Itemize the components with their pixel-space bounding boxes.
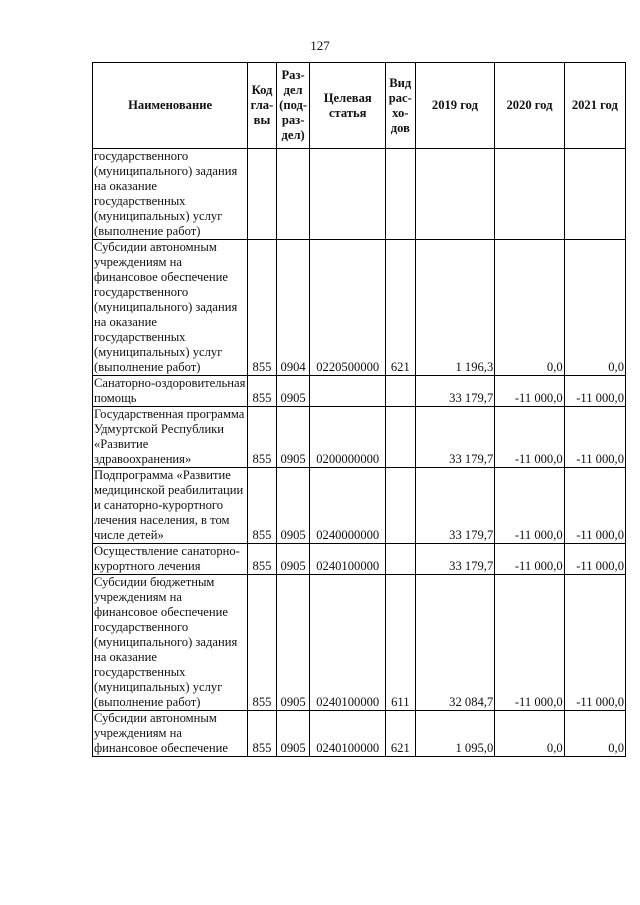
cell-expense-type xyxy=(386,544,416,575)
cell-2019: 32 084,7 xyxy=(415,575,495,711)
page-number: 127 xyxy=(310,38,330,53)
cell-section xyxy=(276,149,310,240)
cell-expense-type: 621 xyxy=(386,240,416,376)
cell-name: государственного (муниципального) задания на оказание государственных (муниципальных) услуг (выполнение работ) xyxy=(93,149,248,240)
cell-chapter-code: 855 xyxy=(248,711,277,757)
cell-expense-type: 611 xyxy=(386,575,416,711)
table-row xyxy=(93,468,626,544)
cell-name: Осуществление санаторно-курортного лечения xyxy=(93,544,248,575)
cell-2020 xyxy=(495,149,564,240)
cell-target-article: 0240100000 xyxy=(310,711,386,757)
cell-2021: -11 000,0 xyxy=(564,376,625,407)
cell-target-article xyxy=(310,376,386,407)
cell-2020: -11 000,0 xyxy=(495,407,564,468)
cell-name: Субсидии автономным учреждениям на финансовое обеспечение государственного (муниципального) задания на оказание государственных (муниципальных) услуг (выполнение работ) xyxy=(93,240,248,376)
cell-name: Субсидии бюджетным учреждениям на финансовое обеспечение государственного (муниципального) задания на оказание государственных (муниципальных) услуг (выполнение работ) xyxy=(93,575,248,711)
cell-target-article xyxy=(310,149,386,240)
header-row xyxy=(93,63,626,149)
cell-target-article: 0220500000 xyxy=(310,240,386,376)
header-target-article: Целевая статья xyxy=(310,63,386,149)
table-row xyxy=(93,240,626,376)
cell-chapter-code: 855 xyxy=(248,544,277,575)
cell-section: 0905 xyxy=(276,407,310,468)
table-row xyxy=(93,149,626,240)
cell-name: Субсидии автономным учреждениям на финансовое обеспечение xyxy=(93,711,248,757)
cell-2020: -11 000,0 xyxy=(495,468,564,544)
header-expense-type: Вид рас- хо- дов xyxy=(386,63,416,149)
header-2020: 2020 год xyxy=(495,63,564,149)
cell-expense-type xyxy=(386,468,416,544)
header-name: Наименование xyxy=(93,63,248,149)
cell-target-article: 0240100000 xyxy=(310,544,386,575)
cell-2019: 33 179,7 xyxy=(415,544,495,575)
cell-name: Государственная программа Удмуртской Республики «Развитие здравоохранения» xyxy=(93,407,248,468)
cell-expense-type xyxy=(386,149,416,240)
cell-chapter-code: 855 xyxy=(248,376,277,407)
cell-expense-type xyxy=(386,376,416,407)
table-body xyxy=(93,149,626,757)
cell-2020: -11 000,0 xyxy=(495,544,564,575)
table-row xyxy=(93,544,626,575)
cell-chapter-code: 855 xyxy=(248,240,277,376)
cell-2020: -11 000,0 xyxy=(495,376,564,407)
cell-2021: 0,0 xyxy=(564,240,625,376)
cell-section: 0905 xyxy=(276,544,310,575)
header-chapter-code: Код гла- вы xyxy=(248,63,277,149)
cell-chapter-code xyxy=(248,149,277,240)
cell-target-article: 0200000000 xyxy=(310,407,386,468)
table-row xyxy=(93,376,626,407)
cell-2021: -11 000,0 xyxy=(564,468,625,544)
cell-chapter-code: 855 xyxy=(248,575,277,711)
cell-2019: 1 196,3 xyxy=(415,240,495,376)
cell-expense-type xyxy=(386,407,416,468)
cell-2021: -11 000,0 xyxy=(564,575,625,711)
cell-2019: 33 179,7 xyxy=(415,376,495,407)
cell-name: Подпрограмма «Развитие медицинской реабилитации и санаторно-курортного лечения населения, в том числе детей» xyxy=(93,468,248,544)
cell-2021: 0,0 xyxy=(564,711,625,757)
cell-chapter-code: 855 xyxy=(248,407,277,468)
cell-2019 xyxy=(415,149,495,240)
cell-section: 0905 xyxy=(276,376,310,407)
cell-name: Санаторно-оздоровительная помощь xyxy=(93,376,248,407)
cell-chapter-code: 855 xyxy=(248,468,277,544)
table-header xyxy=(93,63,626,149)
cell-expense-type: 621 xyxy=(386,711,416,757)
cell-target-article: 0240000000 xyxy=(310,468,386,544)
cell-2019: 33 179,7 xyxy=(415,468,495,544)
cell-2020: -11 000,0 xyxy=(495,575,564,711)
cell-2021: -11 000,0 xyxy=(564,544,625,575)
cell-2020: 0,0 xyxy=(495,711,564,757)
header-section: Раз- дел (под- раз- дел) xyxy=(276,63,310,149)
cell-section: 0905 xyxy=(276,711,310,757)
cell-section: 0904 xyxy=(276,240,310,376)
table-row xyxy=(93,575,626,711)
cell-2019: 1 095,0 xyxy=(415,711,495,757)
cell-section: 0905 xyxy=(276,575,310,711)
budget-table xyxy=(92,62,626,757)
header-2019: 2019 год xyxy=(415,63,495,149)
cell-target-article: 0240100000 xyxy=(310,575,386,711)
cell-section: 0905 xyxy=(276,468,310,544)
table-row xyxy=(93,711,626,757)
header-2021: 2021 год xyxy=(564,63,625,149)
table-row xyxy=(93,407,626,468)
cell-2021: -11 000,0 xyxy=(564,407,625,468)
cell-2021 xyxy=(564,149,625,240)
cell-2020: 0,0 xyxy=(495,240,564,376)
cell-2019: 33 179,7 xyxy=(415,407,495,468)
